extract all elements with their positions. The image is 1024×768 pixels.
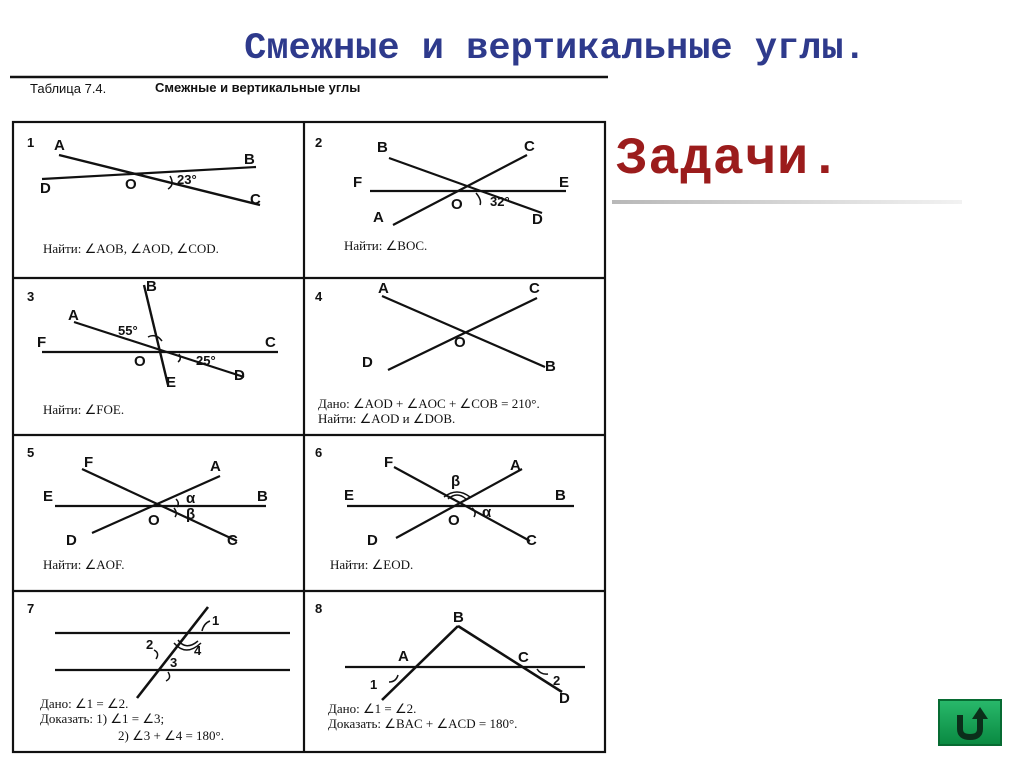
svg-text:8: 8 xyxy=(315,601,323,616)
svg-text:D: D xyxy=(367,532,378,549)
svg-text:7: 7 xyxy=(27,601,35,616)
svg-text:α: α xyxy=(482,504,492,521)
svg-text:B: B xyxy=(555,487,566,504)
svg-text:A: A xyxy=(210,458,221,475)
table-caption-prefix: Таблица 7.4. xyxy=(30,81,107,96)
svg-text:O: O xyxy=(148,512,160,529)
table-grid xyxy=(13,122,605,752)
slide-subtitle: Задачи. xyxy=(616,130,842,189)
cell-6 xyxy=(315,445,574,572)
svg-text:4: 4 xyxy=(315,289,323,304)
svg-text:O: O xyxy=(125,176,137,193)
svg-text:β: β xyxy=(451,473,461,490)
u-turn-arrow-icon xyxy=(950,705,990,741)
svg-text:Дано: ∠AOD + ∠AOC + ∠COB = 210: Дано: ∠AOD + ∠AOC + ∠COB = 210°. xyxy=(318,396,540,411)
svg-text:6: 6 xyxy=(315,445,323,460)
svg-text:β: β xyxy=(186,506,196,523)
svg-text:F: F xyxy=(84,454,94,471)
svg-text:C: C xyxy=(265,334,276,351)
svg-text:A: A xyxy=(378,280,389,297)
svg-text:B: B xyxy=(244,151,255,168)
svg-text:B: B xyxy=(453,609,464,626)
svg-text:F: F xyxy=(384,454,394,471)
svg-text:Доказать: ∠BAC + ∠ACD = 180°.: Доказать: ∠BAC + ∠ACD = 180°. xyxy=(328,716,518,731)
svg-text:A: A xyxy=(510,457,521,474)
svg-text:A: A xyxy=(54,137,65,154)
geometry-table-figure xyxy=(10,75,614,765)
svg-text:Дано: ∠1 = ∠2.: Дано: ∠1 = ∠2. xyxy=(40,696,129,711)
svg-text:O: O xyxy=(134,353,146,370)
svg-text:3: 3 xyxy=(170,655,178,670)
svg-text:C: C xyxy=(529,280,540,297)
cell-4 xyxy=(315,280,556,426)
svg-text:Доказать: 1) ∠1 = ∠3;: Доказать: 1) ∠1 = ∠3; xyxy=(40,711,165,726)
svg-text:3: 3 xyxy=(27,289,35,304)
cell-number: 1 xyxy=(27,135,35,150)
svg-text:O: O xyxy=(454,334,466,351)
cell-7 xyxy=(27,601,290,743)
svg-text:55°: 55° xyxy=(118,323,138,338)
svg-text:E: E xyxy=(559,174,570,191)
svg-text:25°: 25° xyxy=(196,353,216,368)
svg-text:C: C xyxy=(524,138,535,155)
svg-text:Найти: ∠FOE.: Найти: ∠FOE. xyxy=(43,402,125,417)
svg-text:23°: 23° xyxy=(177,172,197,187)
svg-text:A: A xyxy=(398,648,409,665)
svg-text:A: A xyxy=(373,209,384,226)
cell-2 xyxy=(315,135,569,253)
table-caption-title: Смежные и вертикальные углы xyxy=(155,80,361,95)
svg-text:A: A xyxy=(68,307,79,324)
svg-text:2: 2 xyxy=(146,637,154,652)
svg-text:Найти: ∠AOD и ∠DOB.: Найти: ∠AOD и ∠DOB. xyxy=(318,411,456,426)
svg-text:B: B xyxy=(377,139,388,156)
svg-text:C: C xyxy=(227,532,238,549)
svg-text:O: O xyxy=(448,512,460,529)
cell-3 xyxy=(27,278,278,417)
svg-text:B: B xyxy=(146,278,157,295)
cell-8 xyxy=(315,601,585,731)
svg-text:D: D xyxy=(559,690,570,707)
svg-text:E: E xyxy=(43,488,54,505)
cell-1 xyxy=(27,135,261,256)
svg-text:5: 5 xyxy=(27,445,35,460)
svg-text:E: E xyxy=(344,487,355,504)
svg-text:O: O xyxy=(451,196,463,213)
svg-text:2: 2 xyxy=(315,135,323,150)
svg-text:E: E xyxy=(166,374,177,391)
return-button[interactable] xyxy=(938,699,1002,746)
svg-text:Дано: ∠1 = ∠2.: Дано: ∠1 = ∠2. xyxy=(328,701,417,716)
svg-text:1: 1 xyxy=(212,613,220,628)
svg-text:2) ∠3 + ∠4 = 180°.: 2) ∠3 + ∠4 = 180°. xyxy=(118,728,224,743)
svg-text:D: D xyxy=(362,354,373,371)
subtitle-underline xyxy=(612,200,962,204)
svg-text:B: B xyxy=(257,488,268,505)
svg-text:B: B xyxy=(545,358,556,375)
svg-text:D: D xyxy=(532,211,543,228)
svg-text:C: C xyxy=(250,191,261,208)
slide-title: Смежные и вертикальные углы. xyxy=(244,28,866,70)
svg-text:D: D xyxy=(40,180,51,197)
svg-text:D: D xyxy=(234,367,245,384)
svg-text:α: α xyxy=(186,490,196,507)
svg-text:32°: 32° xyxy=(490,194,510,209)
svg-text:D: D xyxy=(66,532,77,549)
svg-text:1: 1 xyxy=(370,677,378,692)
svg-text:C: C xyxy=(526,532,537,549)
svg-text:Найти: ∠BOC.: Найти: ∠BOC. xyxy=(344,238,428,253)
svg-text:Найти: ∠EOD.: Найти: ∠EOD. xyxy=(330,557,414,572)
svg-text:F: F xyxy=(37,334,47,351)
svg-text:F: F xyxy=(353,174,363,191)
svg-text:4: 4 xyxy=(194,643,202,658)
svg-text:2: 2 xyxy=(553,673,561,688)
svg-text:Найти: ∠AOF.: Найти: ∠AOF. xyxy=(43,557,125,572)
cell-5 xyxy=(27,445,268,572)
svg-text:C: C xyxy=(518,649,529,666)
cell-text: Найти: ∠AOB, ∠AOD, ∠COD. xyxy=(43,241,219,256)
